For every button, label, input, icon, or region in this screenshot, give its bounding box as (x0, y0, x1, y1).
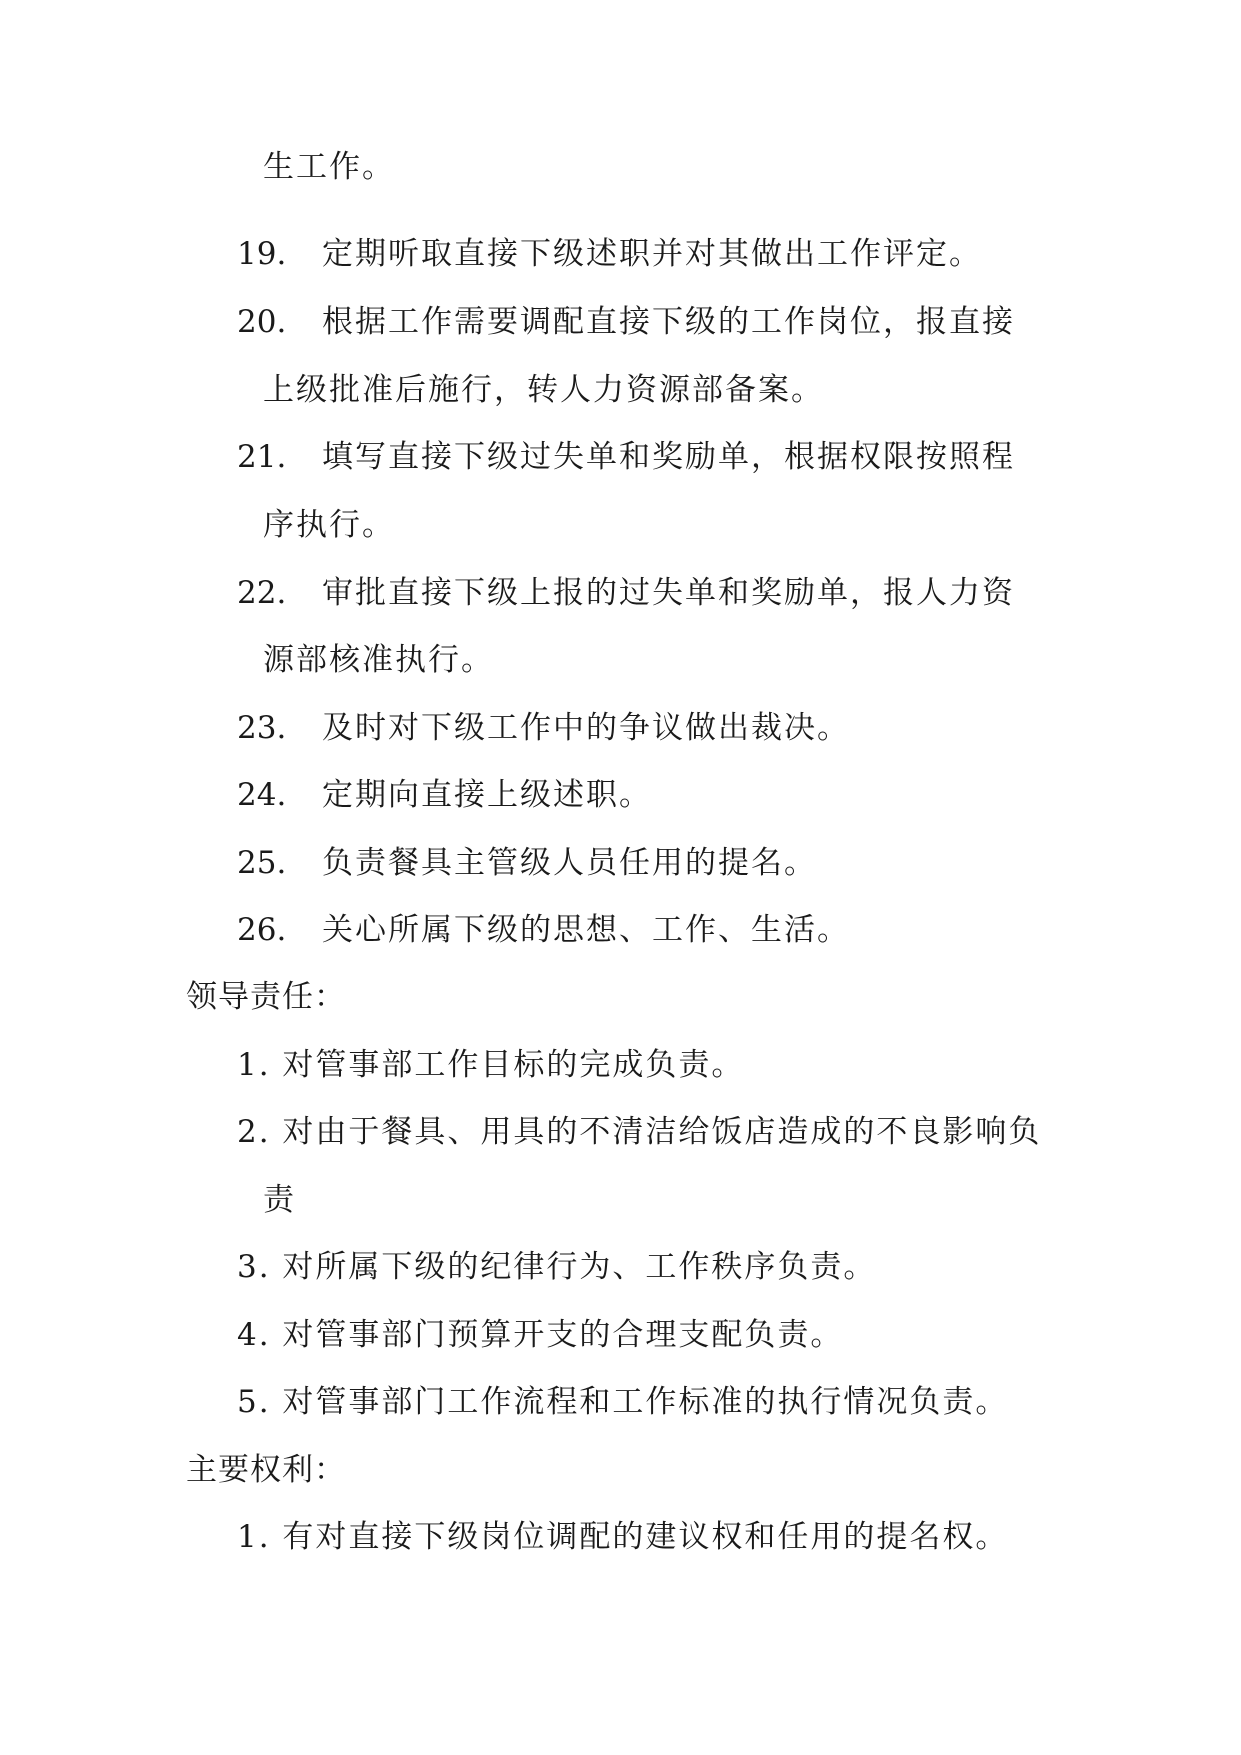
duty-text: 根据工作需要调配直接下级的工作岗位，报直接 (322, 304, 1015, 340)
leadership-item-2: 2. 对由于餐具、用具的不清洁给饭店造成的不良影响负 (237, 1114, 1042, 1150)
leadership-item-1: 1. 对管事部工作目标的完成负责。 (237, 1047, 745, 1083)
duty-number: 22. (237, 575, 287, 611)
duty-text-continued: 序执行。 (263, 507, 395, 543)
duty-text: 负责餐具主管级人员任用的提名。 (322, 845, 817, 881)
duty-text: 审批直接下级上报的过失单和奖励单，报人力资 (322, 575, 1015, 611)
leadership-item-5: 5. 对管事部门工作流程和工作标准的执行情况负责。 (237, 1384, 1009, 1420)
leadership-heading: 领导责任： (186, 979, 346, 1015)
duty-number: 20. (237, 304, 287, 340)
rights-heading: 主要权利： (186, 1452, 346, 1488)
duty-number: 25. (237, 845, 287, 881)
leadership-item-4: 4. 对管事部门预算开支的合理支配负责。 (237, 1317, 844, 1353)
duty-number: 23. (237, 710, 287, 746)
duty-text-continued: 源部核准执行。 (263, 642, 494, 678)
duty-number: 19. (237, 236, 287, 272)
rights-item-1: 1. 有对直接下级岗位调配的建议权和任用的提名权。 (237, 1519, 1009, 1555)
duty-number: 26. (237, 912, 287, 948)
duty-text: 定期向直接上级述职。 (322, 777, 652, 813)
leadership-item-2-continued: 责 (263, 1182, 296, 1218)
duty-number: 24. (237, 777, 287, 813)
duty-text: 关心所属下级的思想、工作、生活。 (322, 912, 850, 948)
duty-text-continued: 上级批准后施行，转人力资源部备案。 (263, 372, 824, 408)
duty-text: 填写直接下级过失单和奖励单，根据权限按照程 (322, 439, 1015, 475)
duty-number: 21. (237, 439, 287, 475)
duty-text: 定期听取直接下级述职并对其做出工作评定。 (322, 236, 982, 272)
duty-text: 及时对下级工作中的争议做出裁决。 (322, 710, 850, 746)
leadership-item-3: 3. 对所属下级的纪律行为、工作秩序负责。 (237, 1249, 877, 1285)
duty-carryover-text: 生工作。 (263, 149, 395, 185)
